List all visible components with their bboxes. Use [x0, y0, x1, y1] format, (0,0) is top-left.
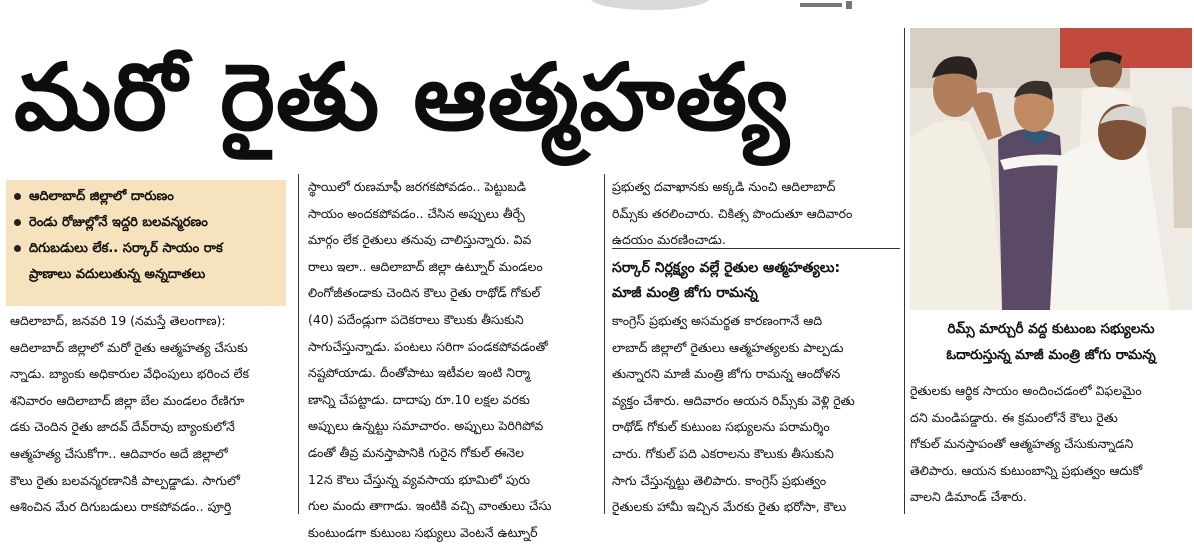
- article-line: రైతులకు హామీ ఇచ్చిన మేరకు రైతు భరోసా, కౌలు: [612, 499, 847, 515]
- highlight-text: రెండు రోజుల్లోనే ఇద్దరి బలవన్మరణం: [29, 215, 208, 230]
- article-line: డకు చెందిన రైతు జాదవ్ దేవ్‌రావు బ్యాంకులోనే: [10, 419, 235, 435]
- bullet-icon: [14, 193, 21, 200]
- highlights-box: [6, 180, 286, 306]
- masthead-fragment: [590, 0, 710, 10]
- article-line: ప్రభుత్వ దవాఖానకు అక్కడి నుంచి ఆదిలాబాద్: [612, 179, 836, 194]
- article-column-1: [10, 308, 292, 513]
- article-line: ఆత్మహత్య చేసుకోగా.. ఆదివారం అదే జిల్లాలో: [10, 445, 228, 461]
- article-line: రిమ్స్‌కు తరలించారు. చికిత్స పొందుతూ ఆదివారం: [612, 205, 853, 221]
- caption-line: ఓదారుస్తున్న మాజీ మంత్రి జోగు రామన్న: [946, 347, 1156, 363]
- masthead-mark: [846, 1, 852, 9]
- article-line: తున్నారని మాజీ మంత్రి జోగు రామన్న ఆందోళన: [612, 366, 841, 382]
- article-line: ఉదయం మరణించాడు.: [612, 232, 726, 248]
- column-divider: [904, 28, 905, 514]
- photo-caption: [910, 316, 1192, 368]
- article-line: ఆశించిన మేర దిగుబడులు రాకపోవడం.. పూర్తి: [10, 499, 232, 515]
- highlight-item: [12, 184, 280, 210]
- article-line: ణాన్ని చేపట్టాడు. దాదాపు రూ.10 లక్షల వరకు: [308, 391, 530, 407]
- bullet-icon: [14, 245, 21, 252]
- article-line: గోకుల్ మనస్తాపంతో ఆత్మహత్య చేసుకున్నాడని: [910, 436, 1134, 452]
- article-line: ఆదిలాబాద్ జిల్లాలో మరో రైతు ఆత్మహత్య చేసుకు: [10, 339, 248, 355]
- article-column-4: [910, 378, 1192, 508]
- article-line: కుంటుండగా కుటుంబ సభ్యులు వెంటనే ఉట్నూర్: [308, 524, 538, 540]
- masthead-mark: [800, 3, 842, 7]
- subheading: [612, 256, 902, 306]
- article-line: సాగు చేస్తున్నట్టు తెలిపారు. కాంగ్రెస్ ప్రభుత్వం: [612, 472, 827, 488]
- highlight-text: ఆదిలాబాద్ జిల్లాలో దారుణం: [29, 189, 174, 204]
- subheading-line: మాజీ మంత్రి జోగు రామన్న: [612, 285, 758, 301]
- article-column-3-bottom: [612, 308, 900, 513]
- caption-line: రిమ్స్ మార్చురీ వద్ద కుటుంబ సభ్యులను: [947, 321, 1155, 337]
- column-divider: [298, 174, 299, 514]
- top-strip: [0, 0, 1194, 12]
- article-line: సాయం అందకపోవడం.. చేసిన అప్పులు తీర్చే: [308, 205, 525, 221]
- section-divider: [612, 248, 900, 249]
- article-line: మార్గం లేక రైతులు తనువు చాలిస్తున్నారు. వివ: [308, 232, 532, 248]
- article-line: వ్యక్తం చేశారు. ఆదివారం ఆయన రిమ్స్‌కు వెళ్లి రైతు: [612, 392, 855, 408]
- article-line: ఆదిలాబాద్, జనవరి 19 (నమస్తే తెలంగాణ):: [10, 313, 226, 328]
- highlight-text: దిగుబడులు లేక.. సర్కార్ సాయం రాక: [29, 241, 223, 256]
- article-line: తెలిపారు. ఆయన కుటుంబాన్ని ప్రభుత్వం ఆదుకో: [910, 462, 1143, 478]
- article-line: కౌలు రైతు బలవన్మరణానికి పాల్పడ్డాడు. సాగులో: [10, 472, 240, 488]
- article-line: రాథోడ్ గోకుల్ కుటుంబ సభ్యులను పరామర్శిం: [612, 419, 830, 435]
- article-line: సాగుచేస్తున్నాడు. పంటలు సరిగా పండకపోవడంతో: [308, 338, 548, 354]
- article-line: దని మండిపడ్డారు. ఈ క్రమంలోనే కౌలు రైతు: [910, 409, 1118, 425]
- article-line: లింగోజీతండాకు చెందిన కౌలు రైతు రాథోడ్ గోకుల్: [308, 285, 541, 301]
- article-line: గుల మందు తాగాడు. ఇంటికి వచ్చి వాంతులు చేసు: [308, 498, 552, 514]
- article-line: న్నాడు. బ్యాంకు అధికారుల వేధింపులు భరించ లేక: [10, 366, 250, 382]
- article-column-2: [308, 174, 598, 540]
- article-line: (40) పదేండ్లుగా పదెకరాలు కౌలుకు తీసుకుని: [308, 311, 524, 327]
- article-line: చారు. గోకుల్ పది ఎకరాలను కౌలుకు తీసుకుని: [612, 445, 834, 461]
- article-line: కాంగ్రెస్ ప్రభుత్వ అసమర్థత కారణంగానే ఆది: [612, 313, 823, 328]
- bullet-icon: [14, 219, 21, 226]
- highlight-item: [12, 210, 280, 236]
- highlight-item: [12, 236, 280, 288]
- headline: మరో రైతు ఆత్మహత్య: [14, 44, 790, 151]
- subheading-line: సర్కార్ నిర్లక్ష్యం వల్లే రైతుల ఆత్మహత్యలు:: [612, 260, 841, 276]
- article-line: నష్టపోయాడు. దీంతోపాటు ఇటీవల ఇంటి నిర్మా: [308, 365, 530, 381]
- article-line: రైతులకు ఆర్థిక సాయం అందించడంలో విఫలమైం: [910, 383, 1142, 398]
- article-line: లాబాద్ జిల్లాలో రైతులు ఆత్మహత్యలకు పాల్పడు: [612, 339, 844, 355]
- article-line: డంతో తీవ్ర మనస్తాపానికి గురైన గోకుల్ ఈనెల: [308, 444, 525, 460]
- news-photo: [910, 28, 1192, 310]
- article-line: స్థాయిలో రుణమాఫీ జరగకపోవడం.. పెట్టుబడి: [308, 179, 526, 194]
- photo-illustration: [910, 28, 1192, 310]
- column-divider: [604, 174, 605, 514]
- article-line: అప్పులు ఉన్నట్టు సమాచారం. అప్పులు పెరిగిపోవ: [308, 418, 544, 434]
- article-line: వాలని డిమాండ్ చేశారు.: [910, 489, 1027, 505]
- article-line: శనివారం ఆదిలాబాద్ జిల్లా బేల మండలం రేణిగూ: [10, 392, 245, 408]
- article-line: రాలు ఇలా.. ఆదిలాబాద్ జిల్లా ఉట్నూర్ మండలం: [308, 258, 543, 274]
- highlight-text: ప్రాణాలు వదులుతున్న అన్నదాతలు: [29, 267, 206, 282]
- article-line: 12న కౌలు చేస్తున్న వ్యవసాయ భూమిలో పురు: [308, 471, 531, 487]
